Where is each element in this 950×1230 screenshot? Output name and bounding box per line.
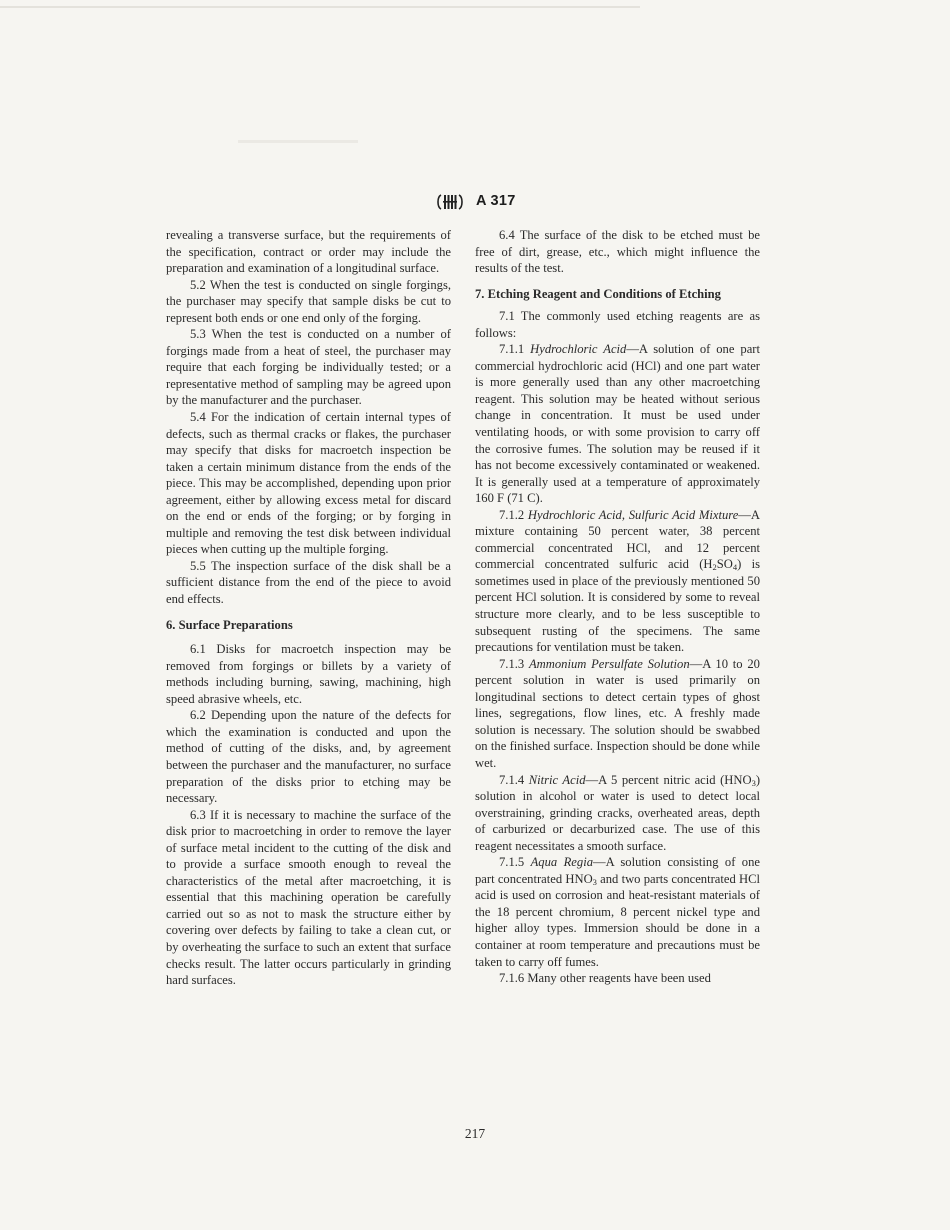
astm-logo-icon [436, 192, 464, 212]
paragraph-7-1-2 [475, 507, 760, 656]
paragraph-7-1-1 [475, 341, 760, 506]
subscript: 3 [592, 876, 597, 887]
paragraph-6-1: 6.1 Disks for macroetch inspection may be removed from forgings or billets by a variety of methods including burning, sawing, machining, high speed abrasive wheels, etc. [166, 642, 451, 706]
paragraph-7-1: 7.1 The commonly used etching reagents are as follows: [475, 309, 760, 340]
subscript: 3 [751, 777, 756, 788]
reagent-title: Aqua Regia [530, 855, 593, 870]
paragraph-body: —A 10 to 20 percent solution in water is used primarily on longitudinal sections to detect certain types of ghost lines, segregations, flow lines, etc. A freshly made solution is necessary. The solution should be swabbed on the finished surface. Inspection should be done while wet. [475, 656, 760, 770]
paragraph-body: ) solution in alcohol or water is used to detect local overstraining, grinding cracks, overheated areas, depth of carburized or decarburized case. The use of this reagent necessitates a smooth surface. [475, 772, 761, 853]
page-number: 217 [464, 1126, 486, 1141]
reagent-title: Hydrochloric Acid, Sulfuric Acid Mixture [527, 507, 739, 522]
paragraph-6-3: 6.3 If it is necessary to machine the surface of the disk prior to macroetching in order to remove the layer of surface metal incident to the cutting of the disk and to provide a surface smooth enough to reveal the characteristics of the metal after macroetching, it is essential that this machining operation be carefully carried out so as not to mask the structure either by covering over defects by failing to take a clean cut, or by overheating the surface to such an extent that surface checks result. The latter occurs particularly in grinding hard surfaces. [166, 807, 451, 988]
paragraph-body: and two parts concentrated HCl acid is used on corrosion and heat-resistant materials of the 18 percent chromium, 8 percent nickel type and higher alloy types. Immersion should be done in a container at room temperature and precautions must be taken to carry off fumes. [475, 871, 760, 969]
paragraph-5-4: 5.4 For the indication of certain internal types of defects, such as thermal cracks or flakes, the purchaser may specify that disks for macroetch inspection be taken a certain minimum distance from the ends of the piece. This may be accomplished, depending upon prior agreement, either by allowing excess metal for discard on the end or ends of the forging; or by forging in multiple and removing the test disk between individual pieces when cutting up the multiple forging. [166, 410, 451, 557]
continued-paragraph: revealing a transverse surface, but the requirements of the specification, contract or order may include the preparation and examination of a longitudinal surface. [166, 228, 451, 276]
section-7-heading: 7. Etching Reagent and Conditions of Etching [475, 286, 721, 301]
paragraph-body: ) is sometimes used in place of the previously mentioned 50 percent HCl solution. It is considered by some to reveal structure more clearly, and to be less susceptible to subsequent rusting of the specimens. The same precautions for ventilation must be taken. [475, 557, 760, 655]
reagent-title: Hydrochloric Acid [530, 342, 627, 357]
paragraph-body: —A 5 percent nitric acid (HNO [585, 772, 752, 787]
paragraph-body: SO [716, 557, 733, 572]
paragraph-6-2: 6.2 Depending upon the nature of the defects for which the examination is conducted and upon the method of cutting of the disks, and, by agreement between the purchaser and the manufacturer, no surface preparation of the disks prior to etching may be necessary. [166, 708, 451, 806]
paragraph-7-1-4 [475, 772, 760, 855]
paragraph-body: —A mixture containing 50 percent water, 38 percent commercial concentrated HCl, and 12 percent commercial concentrated sulfuric acid (H [475, 507, 760, 572]
reagent-title: Ammonium Persulfate Solution [528, 656, 690, 671]
paragraph-5-3: 5.3 When the test is conducted on a number of forgings made from a heat of steel, the purchaser may require that each forging be individually tested; or a representative method of sampling may be agreed upon by the manufacturer and the purchaser. [166, 327, 451, 408]
paragraph-body: —A solution of one part commercial hydrochloric acid (HCl) and one part water is more generally used than any other macroetching reagent. This solution may be heated without serious change in concentration. It must be used under ventilating hoods, or with some provision to carry off the corrosive fumes. The solution may be reused if it has not become excessively contaminated or weakened. It is generally used at a temperature of approximately 160 F (71 C). [475, 342, 760, 506]
paragraph-number: 7.1.1 [499, 342, 525, 357]
scan-edge-line [0, 6, 640, 8]
paragraph-7-1-5 [475, 854, 760, 970]
subscript: 4 [732, 562, 738, 573]
document-number: A 317 [476, 193, 516, 209]
paragraph-number: 7.1.5 [499, 855, 525, 870]
paragraph-5-2: 5.2 When the test is conducted on single forgings, the purchaser may specify that sample disks be cut to represent both ends or one end only of the forging. [166, 277, 451, 325]
paragraph-number: 7.1.4 [499, 772, 525, 787]
reagent-title: Nitric Acid [528, 772, 586, 787]
paragraph-7-1-3 [475, 656, 760, 772]
paragraph-5-5: 5.5 The inspection surface of the disk shall be a sufficient distance from the end of the piece to avoid end effects. [166, 558, 451, 607]
paragraph-6-4: 6.4 The surface of the disk to be etched must be free of dirt, grease, etc., which might influence the results of the test. [475, 228, 760, 276]
section-6-heading: 6. Surface Preparations [166, 617, 293, 632]
subscript: 2 [712, 562, 717, 573]
paragraph-7-1-6: 7.1.6 Many other reagents have been used [499, 971, 711, 986]
paragraph-body: —A solution consisting of one part concentrated HNO [475, 855, 760, 886]
right-column [475, 227, 760, 987]
left-column [166, 227, 451, 989]
scan-smudge [238, 140, 358, 143]
paragraph-number: 7.1.3 [499, 656, 525, 671]
page-header [0, 192, 950, 214]
paragraph-number: 7.1.2 [499, 507, 525, 522]
